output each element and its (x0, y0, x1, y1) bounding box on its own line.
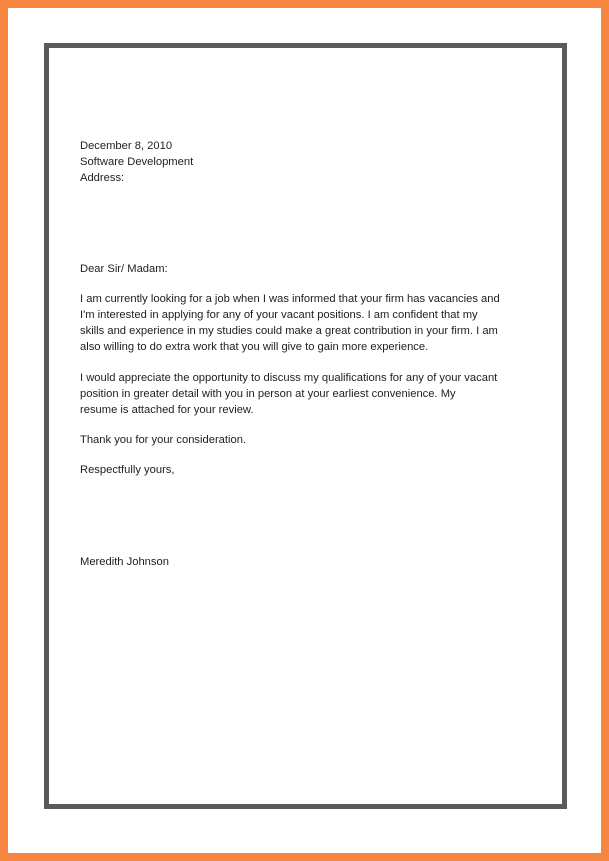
cover-letter (80, 138, 530, 570)
letter-signature: Meredith Johnson (80, 556, 169, 568)
letter-salutation: Dear Sir/ Madam: (80, 263, 168, 275)
paragraph-1-line: also willing to do extra work that you will give to gain more experience. (80, 341, 429, 353)
letter-paragraph-1 (80, 291, 530, 355)
letter-thanks: Thank you for your consideration. (80, 434, 247, 446)
paragraph-2-line: I would appreciate the opportunity to discuss my qualifications for any of your vacant (80, 372, 498, 384)
letter-address-label: Address: (80, 172, 125, 184)
paragraph-2-line: resume is attached for your review. (80, 404, 254, 416)
letter-recipient: Software Development (80, 156, 194, 168)
paragraph-1-line: I am currently looking for a job when I was informed that your firm has vacancies and (80, 293, 500, 305)
letter-closing: Respectfully yours, (80, 464, 175, 476)
letter-paragraph-2 (80, 370, 530, 418)
letter-date: December 8, 2010 (80, 140, 173, 152)
paragraph-1-line: skills and experience in my studies could make a great contribution in your firm. I am (80, 325, 498, 337)
paragraph-1-line: I'm interested in applying for any of your vacant positions. I am confident that my (80, 309, 478, 321)
paragraph-2-line: position in greater detail with you in person at your earliest convenience. My (80, 388, 456, 400)
